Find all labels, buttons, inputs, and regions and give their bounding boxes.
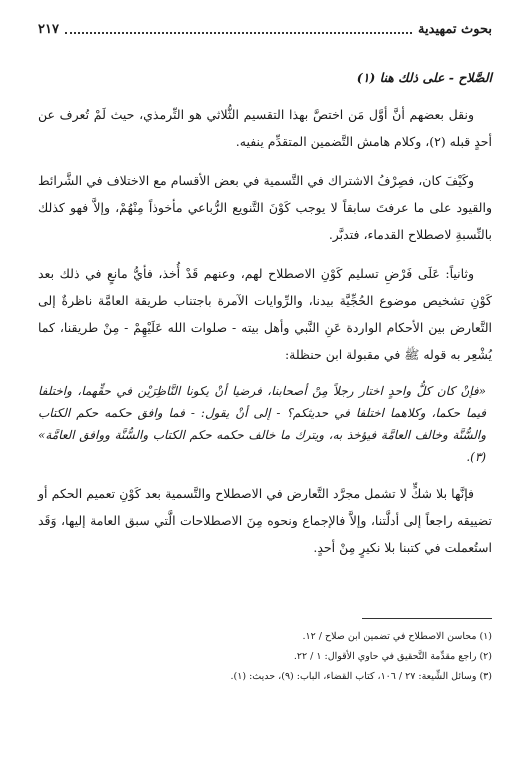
paragraph-4: فإنَّها بلا شكٍّ لا تشمل مجرَّد التَّعارض في الاصطلاح والتَّسمية بعد كَوْنِ تعميم الحكم أو تضييقه راجعاً إلى أدلَّتنا، وإلاَّ فالإجماع ونحوه مِنَ الاصطلاحات الَّتي سبق العامة إليها، وَقَد استُعملت في كتبنا بلا نكيرٍ مِنْ أحدٍ. xyxy=(38,486,492,555)
main-text xyxy=(38,64,492,573)
hadith-quote: «فإنْ كان كلُّ واحدٍ اختار رجلاً مِنْ أصحابنا، فرضيا أنْ يكونا النَّاظِرَيْن في حقِّهما، واختلفا فيما حكما، وكلاهما اختلفا في حديثكم؟ - إلى أنْ يقول: - فما وافق حكمه حكم الكتاب والسُّنَّة وخالف العامَّة فيؤخذ به، ويترك ما خالف حكمه حكم الكتاب والسُّنَّة ووافق العامَّة» (٣). xyxy=(38,384,486,464)
running-header xyxy=(38,18,492,40)
opening-line: الصَّلاح - على ذلك هنا (١) xyxy=(356,70,492,85)
paragraph-2: وكَيْفَ كان، فصِرْفُ الاشتراك في التَّسمية في بعض الأقسام مع الاختلاف في الشَّرائط والقيود على ما عرفتَ سابقاً لا يوجب كَوْنَ التَّنويع الرُّباعي مأخوذاً مِنْهُمْ، وإلاَّ فهو كذلك بالنِّسبةِ لاصطلاح القدماء، فتدبَّر. xyxy=(38,173,492,242)
paragraph-1: ونقل بعضهم أنَّ أوَّل مَن اختصَّ بهذا التقسيم الثُّلاثي هو التِّرمذي، حيث لَمْ تُعرف عن أحدٍ قبله (٢)، وكلام هامش التَّضمين المتقدِّم ينفيه. xyxy=(38,107,492,149)
footnote-3: (٣) وسائل الشِّيعة: ٢٧ / ١٠٦، كتاب القضاء، الباب: (٩)، حديث: (١). xyxy=(230,671,492,682)
header-title: بحوث تمهيدية xyxy=(418,21,492,37)
page-number: ٢١٧ xyxy=(38,21,59,37)
dot-leader xyxy=(65,24,412,34)
footnote-2: (٢) راجع مقدِّمة التَّحقيق في حاوي الأقوال: ١ / ٢٢. xyxy=(293,651,492,662)
footnote-divider xyxy=(362,618,492,619)
footnote-1: (١) محاسن الاصطلاح في تضمين ابن صلاح / ١٢. xyxy=(302,631,492,642)
footnotes xyxy=(38,618,492,687)
paragraph-3: وثانياً: عَلَى فَرْضِ تسليم كَوْنِ الاصطلاح لهم، وعنهم قَدْ أُخذ، فأيُّ مانعٍ في ذلك بعد كَوْنِ تشخيص موضوع الحُجِّيَّة بيدنا، والرِّوايات الآمرة باجتناب طريقة العامَّة ناظرةٌ إلى التَّعارض بين الأحكام الواردة عَنِ النَّبي وأهل بيته - صلوات الله عَلَيْهِمْ - مِنْ طريقنا، كما يُشْعِر به قوله ﷺ في مقبولة ابن حنظلة: xyxy=(38,266,492,362)
